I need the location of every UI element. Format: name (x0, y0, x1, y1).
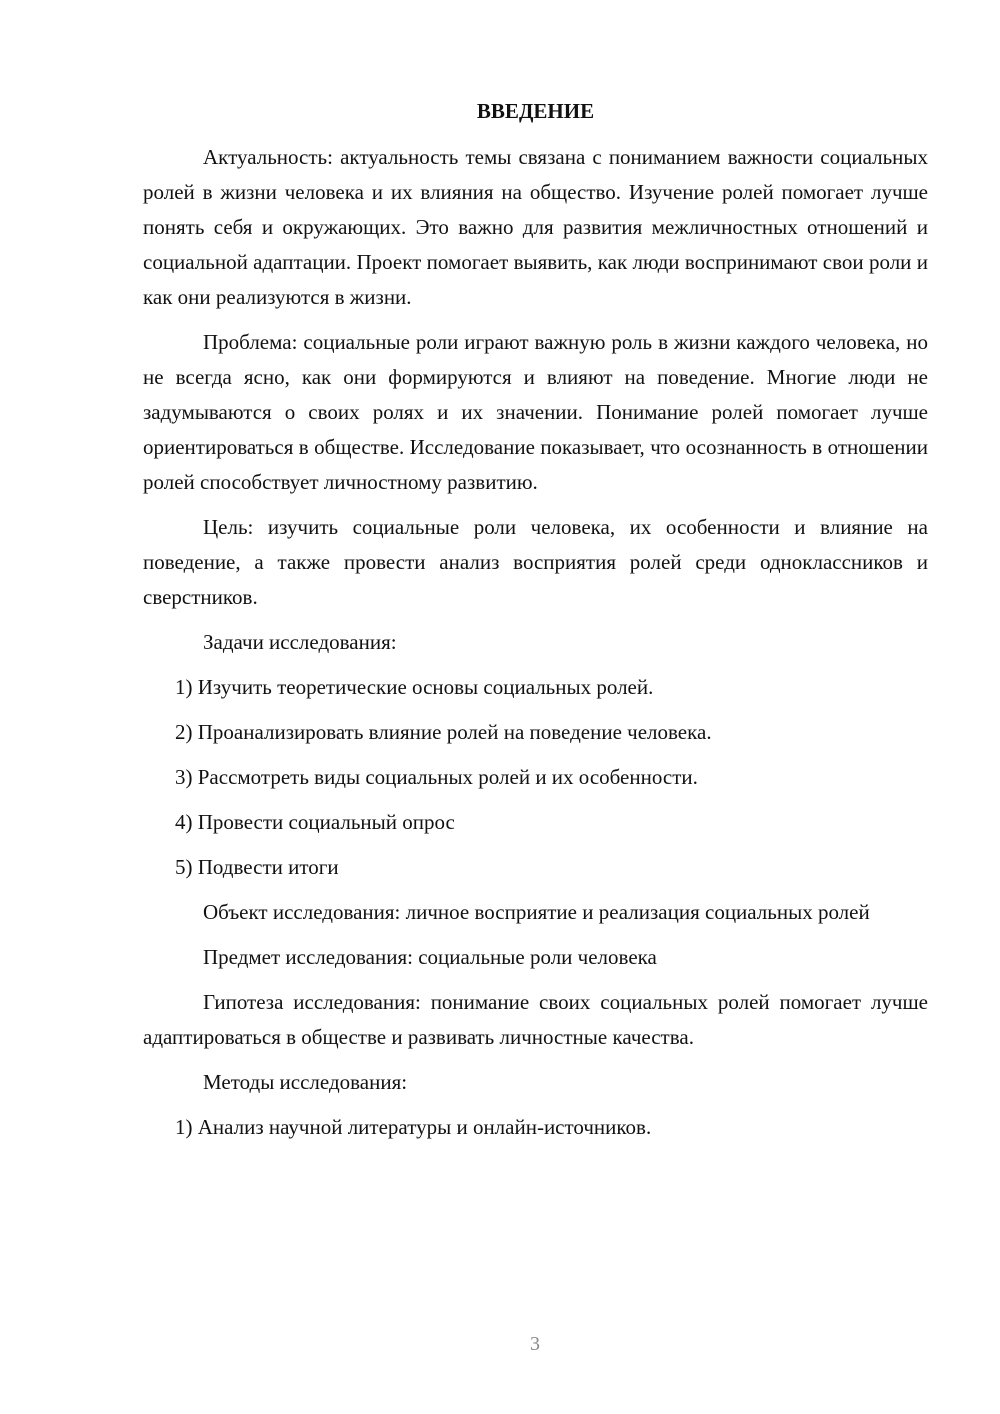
task-item: 4) Провести социальный опрос (175, 810, 455, 834)
task-item: 3) Рассмотреть виды социальных ролей и их особенности. (175, 765, 698, 789)
relevance-paragraph: Актуальность: актуальность темы связана с пониманием важности социальных ролей в жизни человека и их влияния на общество. Изучение ролей помогает лучше понять себя и окружающих. Это важно для развития межличностных отношений и социальной адаптации. Проект помогает выявить, как люди воспринимают свои роли и как они реализуются в жизни. (143, 145, 928, 309)
tasks-heading: Задачи исследования: (203, 630, 397, 654)
task-item: 2) Проанализировать влияние ролей на поведение человека. (175, 720, 712, 744)
method-item: 1) Анализ научной литературы и онлайн-источников. (175, 1115, 652, 1139)
task-item: 1) Изучить теоретические основы социальных ролей. (175, 675, 654, 699)
task-item: 5) Подвести итоги (175, 855, 339, 879)
document-page (143, 96, 928, 1155)
subject-paragraph: Предмет исследования: социальные роли человека (203, 945, 657, 969)
methods-heading: Методы исследования: (203, 1070, 408, 1094)
page-number: 3 (530, 1333, 540, 1355)
hypothesis-paragraph: Гипотеза исследования: понимание своих социальных ролей помогает лучше адаптироваться в обществе и развивать личностные качества. (143, 990, 928, 1049)
page-title: ВВЕДЕНИЕ (476, 99, 595, 123)
object-paragraph: Объект исследования: личное восприятие и реализация социальных ролей (203, 900, 870, 924)
goal-paragraph: Цель: изучить социальные роли человека, их особенности и влияние на поведение, а также провести анализ восприятия ролей среди одноклассников и сверстников. (143, 515, 928, 609)
problem-paragraph: Проблема: социальные роли играют важную роль в жизни каждого человека, но не всегда ясно, как они формируются и влияют на поведение. Многие люди не задумываются о своих ролях и их значении. Понимание ролей помогает лучше ориентироваться в обществе. Исследование показывает, что осознанность в отношении ролей способствует личностному развитию. (143, 330, 928, 494)
